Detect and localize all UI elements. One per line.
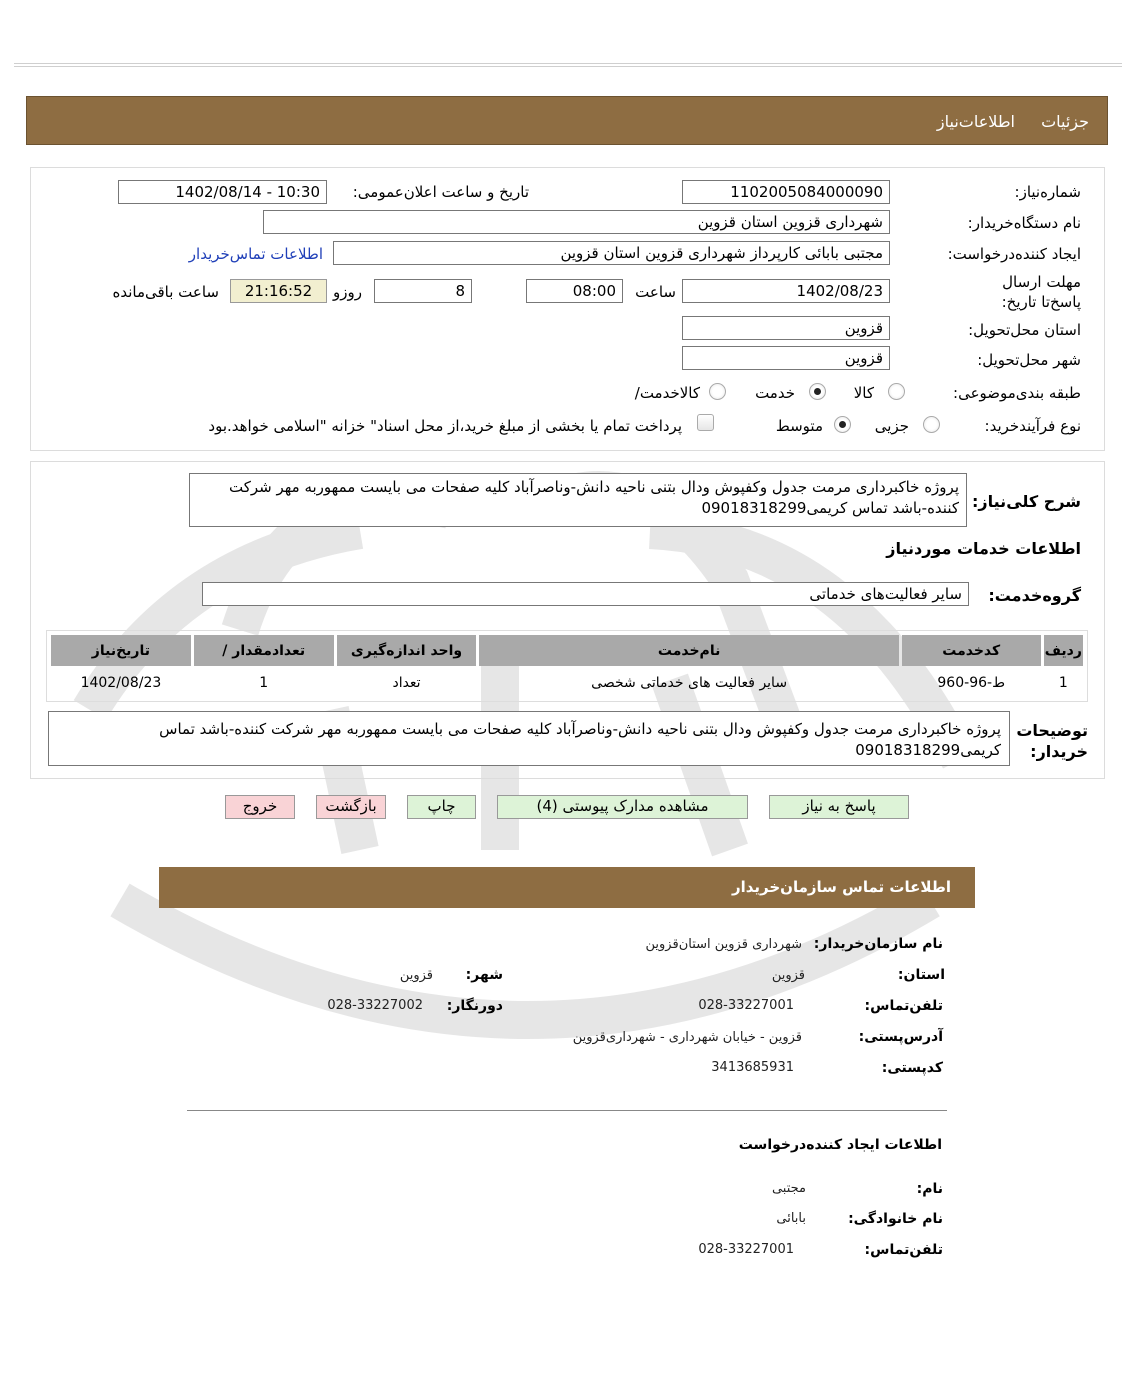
announce-field: 1402/08/14 - 10:30 xyxy=(118,180,327,204)
days-field: 8 xyxy=(374,279,472,303)
address-label: آدرس‌پستی: xyxy=(858,1029,943,1045)
city-field: قزوین xyxy=(682,346,890,370)
services-table xyxy=(48,632,1086,700)
postal-label: کد‌پستی: xyxy=(881,1060,943,1076)
group-label: گروه‌خدمت: xyxy=(988,586,1081,605)
cell-service-code: ط-96-960 xyxy=(937,675,1006,691)
summary-label: شرح کلی‌نیاز: xyxy=(972,492,1081,511)
process-minor-radio[interactable] xyxy=(923,416,940,433)
announce-label: تاریخ و ساعت اعلان‌عمومی: xyxy=(352,183,529,201)
city-contact-label: شهر: xyxy=(465,967,503,983)
section-divider xyxy=(187,1110,947,1111)
summary-text: پروژه خاکبرداری مرمت جدول وکفپوش ودال بتنی ناحیه دانش-وناصرآباد کلیه صفحات می بایست ممهوربه مهر شرکت کننده-باشد تماس کریمی09018318299 xyxy=(189,473,967,527)
city-label: شهر محل‌تحویل: xyxy=(977,351,1081,369)
city-contact-value: قزوین xyxy=(399,968,433,983)
creator-section-title: اطلاعات ایجاد کننده‌درخواست xyxy=(738,1137,942,1153)
cell-unit: تعداد xyxy=(392,675,421,691)
buyer-notes-label: توضیحات خریدار: xyxy=(1016,721,1088,761)
province-contact-value: قزوین xyxy=(771,968,805,983)
creator-family-value: بابائی xyxy=(776,1211,806,1226)
need-number-label: شماره‌نیاز: xyxy=(1014,183,1081,201)
deadline-date-field: 1402/08/23 xyxy=(682,279,890,303)
contact-title: اطلاعات تماس سازمان‌خریدار xyxy=(731,878,951,896)
group-field: سایر فعالیت‌های خدماتی xyxy=(202,582,969,606)
creator-phone-label: تلفن‌تماس: xyxy=(864,1242,943,1258)
category-label: طبقه بندی‌موضوعی: xyxy=(953,384,1081,402)
category-goods-label: کالا xyxy=(853,384,874,402)
category-service-radio[interactable] xyxy=(809,383,826,400)
category-service-label: خدمت xyxy=(755,384,795,402)
creator-name-value: مجتبی xyxy=(771,1181,806,1196)
address-value: قزوین - خیابان شهرداری - شهرداری‌قزوین xyxy=(572,1030,802,1045)
province-field: قزوین xyxy=(682,316,890,340)
print-button[interactable]: چاپ xyxy=(407,795,476,819)
attachments-button[interactable]: مشاهده مدارک پیوستی (4) xyxy=(497,795,748,819)
col-unit: واحد اندازه‌گیری xyxy=(337,635,477,666)
process-minor-label: جزیی xyxy=(874,417,909,435)
remaining-label: ساعت باقی‌مانده xyxy=(112,283,219,301)
creator-family-label: نام خانوادگی: xyxy=(848,1211,943,1227)
need-number-field: 1102005084000090 xyxy=(682,180,890,204)
process-label: نوع فرآیند‌خرید: xyxy=(984,417,1081,435)
col-row: ردیف xyxy=(1044,635,1083,666)
days-label: روزو xyxy=(333,283,362,301)
details-header xyxy=(26,96,1108,145)
province-label: استان محل‌تحویل: xyxy=(968,321,1081,339)
tab-need-info[interactable]: اطلاعات‌نیاز xyxy=(936,112,1015,131)
fax-label: دورنگار: xyxy=(446,998,503,1014)
creator-field: مجتبی بابائی کارپرداز شهرداری قزوین استان قزوین xyxy=(333,241,890,265)
top-divider xyxy=(14,63,1122,67)
creator-label: ایجاد کننده‌درخواست: xyxy=(947,245,1081,263)
fax-value: 028-33227002 xyxy=(327,998,423,1013)
reply-button[interactable]: پاسخ به نیاز xyxy=(769,795,909,819)
category-goods-radio[interactable] xyxy=(888,383,905,400)
treasury-payment-checkbox[interactable] xyxy=(697,414,714,431)
contact-header xyxy=(159,867,975,908)
buyer-label: نام دستگاه‌خریدار: xyxy=(967,214,1081,232)
process-medium-label: متوسط xyxy=(775,417,823,435)
creator-phone-value: 028-33227001 xyxy=(698,1242,794,1257)
province-contact-label: استان: xyxy=(897,967,945,983)
exit-button[interactable]: خروج xyxy=(225,795,295,819)
buyer-contact-link[interactable]: اطلاعات تماس‌خریدار xyxy=(188,245,323,263)
cell-need-date: 1402/08/23 xyxy=(80,675,162,691)
phone-value: 028-33227001 xyxy=(698,998,794,1013)
process-medium-radio[interactable] xyxy=(834,416,851,433)
col-service-code: کدخدمت xyxy=(902,635,1041,666)
org-label: نام سازمان‌خریدار: xyxy=(813,936,943,952)
tab-details[interactable]: جزئیات xyxy=(1041,112,1089,131)
org-value: شهرداری قزوین استان‌قزوین xyxy=(645,937,802,952)
col-need-date: تاریخ‌نیاز xyxy=(51,635,191,666)
postal-value: 3413685931 xyxy=(711,1060,794,1075)
col-quantity: تعدادمقدار / xyxy=(194,635,334,666)
table-row xyxy=(51,669,1083,697)
back-button[interactable]: بازگشت xyxy=(316,795,386,819)
buyer-notes-text: پروژه خاکبرداری مرمت جدول وکفپوش ودال بتنی ناحیه دانش-وناصرآباد کلیه صفحات می بایست ممهوربه مهر شرکت کننده-باشد تماس کریمی09018318299 xyxy=(48,711,1010,766)
treasury-payment-note: پرداخت تمام یا بخشی از مبلغ خرید،از محل اسناد" خزانه "اسلامی خواهد.بود xyxy=(208,417,682,435)
creator-name-label: نام: xyxy=(916,1181,943,1197)
cell-row: 1 xyxy=(1058,675,1068,691)
deadline-time-label: ساعت xyxy=(635,283,676,301)
phone-label: تلفن‌تماس: xyxy=(864,998,943,1014)
deadline-time-field: 08:00 xyxy=(526,279,623,303)
services-title: اطلاعات خدمات موردنیاز xyxy=(886,539,1081,558)
cell-quantity: 1 xyxy=(259,675,269,691)
deadline-label: مهلت ارسال پاسخ‌تا تاریخ: xyxy=(1001,273,1081,311)
remaining-timer: 21:16:52 xyxy=(230,279,327,303)
category-goods-service-radio[interactable] xyxy=(709,383,726,400)
cell-service-name: سایر فعالیت های خدماتی شخصی xyxy=(591,675,788,691)
col-service-name: نام‌خدمت xyxy=(479,635,898,666)
buyer-field: شهرداری قزوین استان قزوین xyxy=(263,210,890,234)
category-goods-service-label: کالا‌خدمت/ xyxy=(634,384,700,402)
